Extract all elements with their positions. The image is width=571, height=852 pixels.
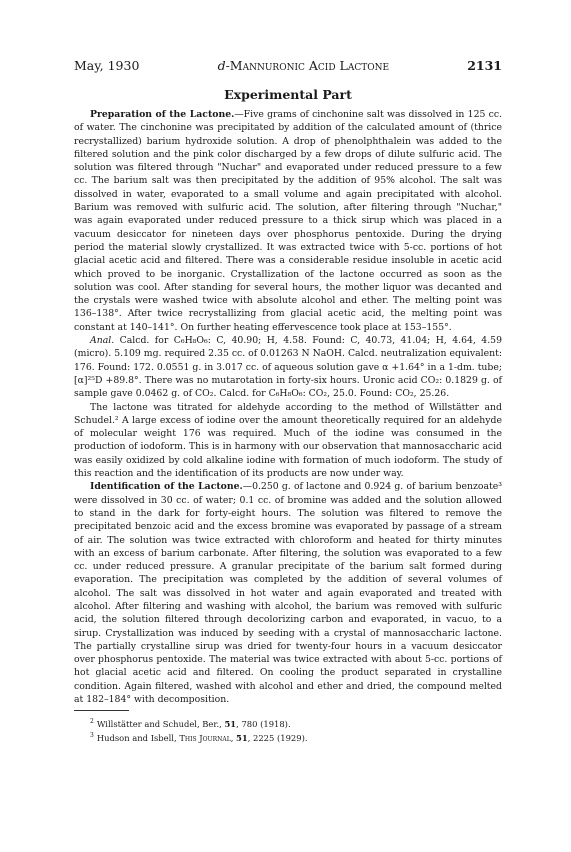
article-short-title: d-Mannuronic Acid Lactone xyxy=(217,58,390,73)
run-in-heading-identification: Identification of the Lactone. xyxy=(90,481,243,493)
journal-page xyxy=(74,58,502,744)
footnote-3: $^3$ Hudson and Isbell, This Journal, 51, 2225 (1929). xyxy=(90,732,308,743)
footnote-2: $^2$ Willstätter and Schudel, Ber., 51, 780 (1918). xyxy=(90,718,291,730)
footnote-divider xyxy=(74,710,129,711)
paragraph-analysis: Anal. Calcd. for C₆H₈O₆: C, 40.90; H, 4.58. Found: C, 40.73, 41.04; H, 4.64, 4.59 (micro). 5.109 mg. required 2.35 cc. of 0.01263 N NaOH. Calcd. neutralization equivalent: 176. Found: 172. 0.0551 g. in 3.017 cc. of aqueous solution gave α +1.64° in a 1-dm. tube; [α]²⁵D +89.8°. There was no mutarotation in forty-six hours. Uronic acid CO₂: 0.1829 g. of sample gave 0.0462 g. of CO₂. Calcd. for C₆H₈O₆: CO₂, 25.0. Found: CO₂, 25.26. xyxy=(74,335,503,400)
page-number: 2131 xyxy=(467,58,502,73)
paragraph-identification: Identification of the Lactone.—0.250 g. of lactone and 0.924 g. of barium benzoate³ were dissolved in 30 cc. of water; 0.1 cc. of bromine was added and the solution allowed to stand in the dark for forty-eight hours. The solution was filtered to remove the precipitated benzoic acid and the excess bromine was evaporated by passage of a stream of air. The solution was twice extracted with chloroform and heated for thirty minutes with an excess of barium carbonate. After filtering, the solution was evaporated to a few cc. under reduced pressure. A granular precipitate of the barium salt formed during evaporation. The precipitation was completed by the addition of several volumes of alcohol. The salt was dissolved in hot water and again evaporated and treated with alcohol. After filtering and washing with alcohol, the barium was removed with sulfuric acid, the solution filtered through decolorizing carbon and evaporated, in vacuo, to a sirup. Crystallization was induced by seeding with a crystal of mannosaccharic lactone. The partially crystalline sirup was dried for twenty-four hours in a vacuum desiccator over phosphorus pentoxide. The material was twice extracted with about 5-cc. portions of hot glacial acetic acid and filtered. On cooling the product separated in crystalline condition. Again filtered, washed with alcohol and ether and dried, the compound melted at 182–184° with decomposition. xyxy=(74,481,502,706)
issue-date: May, 1930 xyxy=(74,58,140,73)
section-title: Experimental Part xyxy=(224,87,352,102)
paragraph-aldehyde-titration: The lactone was titrated for aldehyde according to the method of Willstätter and Schudel.² A large excess of iodine over the amount theoretically required for an aldehyde of molecular weight 176 was required. Much of the iodine was consumed in the production of iodoform. This is in harmony with our observation that mannosaccharic acid was easily oxidized by cold alkaline iodine with formation of much iodoform. The study of this reaction and the identification of its products are now under way. xyxy=(74,401,502,480)
paragraph-preparation: Preparation of the Lactone.—Five grams of cinchonine salt was dissolved in 125 cc. of water. The cinchonine was precipitated by addition of the calculated amount of (thrice recrystallized) barium hydroxide solution. A drop of phenolphthalein was added to the filtered solution and the pink color discharged by a few drops of dilute sulfuric acid. The solution was filtered through "Nuchar" and evaporated under reduced pressure to a few cc. The barium salt was then precipitated by the addition of 95% alcohol. The salt was dissolved in water, evaporated to a small volume and again precipitated with alcohol. Barium was removed with sulfuric acid. The solution, after filtering through "Nuchar," was again evaporated under reduced pressure to a thick sirup which was placed in a vacuum desiccator for nineteen days over phosphorus pentoxide. During the drying period the material slowly crystallized. It was extracted twice with 5-cc. portions of hot glacial acetic acid and filtered. There was a considerable residue insoluble in acetic acid which proved to be inorganic. Crystallization of the lactone occurred as soon as the solution was cool. After standing for several hours, the mother liquor was decanted and the crystals were washed twice with absolute alcohol and ether. The melting point was 136–138°. After twice recrystallizing from glacial acetic acid, the melting point was constant at 140–141°. On further heating effervescence took place at 153–155°. xyxy=(74,109,502,333)
running-head xyxy=(74,58,502,73)
run-in-heading-anal: Anal. xyxy=(90,335,115,347)
run-in-heading-preparation: Preparation of the Lactone. xyxy=(90,109,235,120)
